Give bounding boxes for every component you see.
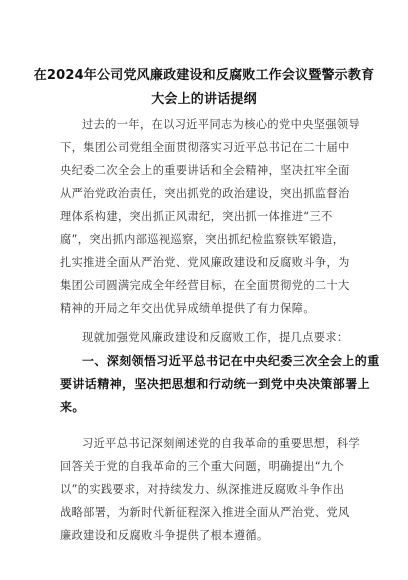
paragraph-line: 以”的实践要求，对持续发力、纵深推进反腐败斗争作出 — [60, 483, 345, 496]
paragraph-line: 精神的开局之年交出优异成绩单提供了有力保障。 — [60, 302, 315, 315]
paragraph-line: 理体系构建，突出抓正风肃纪，突出抓一体推进“三不 — [60, 210, 333, 223]
paragraph-line: 习近平总书记深刻阐述党的自我革命的重要思想，科学 — [82, 437, 361, 450]
paragraph-requirements: 现就加强党风廉政建设和反腐败工作，提几点要求： — [82, 331, 349, 344]
paragraph-line: 下，集团公司党组全面贯彻落实习近平总书记在二十届中 — [60, 141, 350, 154]
document-title-line-2: 大会上的讲话提纲 — [151, 92, 257, 107]
heading-line: 来。 — [60, 400, 85, 414]
heading-line: 要讲话精神，坚决把思想和行动统一到党中央决策部署上 — [60, 377, 371, 391]
heading-line: 一、深刻领悟习近平总书记在中央纪委三次全会上的重 — [82, 354, 380, 368]
paragraph-line: 集团公司圆满完成全年经营目标，在全面贯彻党的二十大 — [60, 279, 350, 292]
paragraph-line: 战略部署，为新时代新征程深入推进全面从严治党、党风 — [60, 506, 350, 519]
paragraph-line: 腐”，突出抓内部巡视巡察，突出抓纪检监察铁军锻造， — [60, 233, 345, 246]
paragraph-line: 央纪委二次全会上的重要讲话和全会精神，坚决扛牢全面 — [60, 164, 350, 177]
paragraph-line: 廉政建设和反腐败斗争提供了根本遵循。 — [60, 529, 269, 542]
paragraph-line: 扎实推进全面从严治党、党风廉政建设和反腐败斗争，为 — [60, 256, 350, 269]
paragraph-line: 从严治党政治责任，突出抓党的政治建设，突出抓监督治 — [60, 187, 350, 200]
paragraph-line: 回答关于党的自我革命的三个重大问题，明确提出“九个 — [60, 460, 345, 473]
document-title-line-1: 在2024年公司党风廉政建设和反腐败工作会议暨警示教育 — [33, 68, 375, 83]
paragraph-line: 过去的一年，在以习近平同志为核心的党中央坚强领导 — [82, 118, 361, 131]
